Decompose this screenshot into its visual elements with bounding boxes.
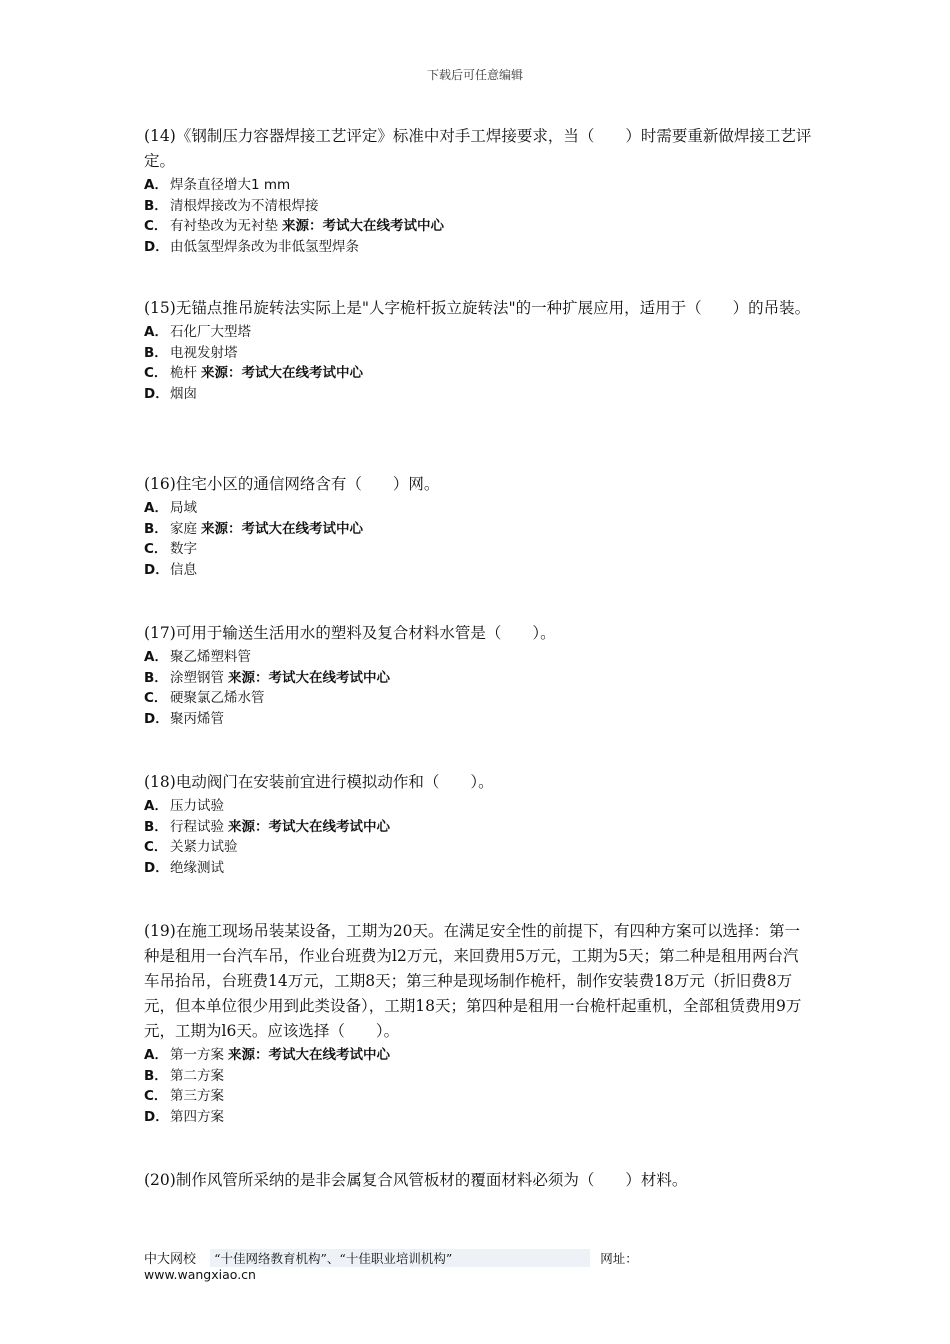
option-c: C． 关紧力试验 [144, 839, 238, 855]
question-18 [144, 770, 814, 878]
option-b: B． 涂塑钢管 来源：考试大在线考试中心 [144, 669, 390, 686]
question-stem: (15)无锚点推吊旋转法实际上是"人字桅杆扳立旋转法"的一种扩展应用，适用于（ ）的吊装。 [144, 299, 811, 317]
question-stem: (14)《钢制压力容器焊接工艺评定》标准中对手工焊接要求，当（ ）时需要重新做焊接工艺评定。 [144, 127, 812, 170]
option-a: A． 第一方案 来源：考试大在线考试中心 [144, 1047, 390, 1063]
option-b: B． 电视发射塔 [144, 344, 238, 361]
question-stem: (20)制作风管所采纳的是非会属复合风管板材的覆面材料必须为（ ）材料。 [144, 1171, 688, 1189]
option-b: B． 第二方案 [144, 1067, 224, 1084]
source-note: 来源：考试大在线考试中心 [201, 520, 363, 537]
option-b: B． 行程试验 来源：考试大在线考试中心 [144, 818, 390, 835]
source-note: 来源：考试大在线考试中心 [228, 818, 390, 835]
option-c: C． 硬聚氯乙烯水管 [144, 690, 265, 706]
source-note: 来源：考试大在线考试中心 [201, 365, 363, 381]
option-c: C． 桅杆 来源：考试大在线考试中心 [144, 365, 363, 381]
question-14 [144, 124, 814, 257]
source-note: 来源：考试大在线考试中心 [228, 1047, 390, 1063]
option-d: D．信息 [144, 561, 197, 578]
option-c: C． 有衬垫改为无衬垫 来源：考试大在线考试中心 [144, 218, 444, 234]
question-stem: (17)可用于输送生活用水的塑料及复合材料水管是（ ）。 [144, 624, 556, 642]
option-d: D．由低氢型焊条改为非低氢型焊条 [144, 238, 359, 255]
option-a: A． 石化厂大型塔 [144, 324, 251, 340]
page-header-note: 下载后可任意编辑 [426, 68, 523, 82]
footer-slogan: “十佳网络教育机构”、“十佳职业培训机构” [210, 1249, 590, 1267]
option-d: D．烟囱 [144, 385, 197, 402]
question-16 [144, 472, 814, 580]
option-c: C． 第三方案 [144, 1088, 224, 1104]
option-a: A． 局域 [144, 500, 197, 516]
option-c: C． 数字 [144, 541, 197, 557]
question-20 [144, 1168, 814, 1194]
question-19 [144, 919, 814, 1127]
question-17 [144, 621, 814, 729]
footer-site[interactable]: 网址：www.wangxiao.cn [144, 1251, 638, 1282]
question-stem: (18)电动阀门在安装前宜进行模拟动作和（ ）。 [144, 773, 494, 791]
source-note: 来源：考试大在线考试中心 [228, 669, 390, 686]
page-footer [144, 1248, 744, 1283]
option-a: A． 压力试验 [144, 798, 224, 814]
question-stem: (19)在施工现场吊装某设备，工期为20天。在满足安全性的前提下，有四种方案可以选择：第一种是租用一台汽车吊，作业台班费为l2万元，来回费用5万元，工期为5天；第二种是租用两台汽车吊抬吊，台班费14万元，工期8天；第三种是现场制作桅杆，制作安装费18万元（折旧费8万元，但本单位很少用到此类设备），工期18天；第四种是租用一台桅杆起重机，全部租赁费用9万元，工期为l6天。应该选择（ ）。 [144, 922, 802, 1040]
option-d: D．聚丙烯管 [144, 710, 224, 727]
question-stem: (16)住宅小区的通信网络含有（ ）网。 [144, 475, 440, 493]
footer-brand: 中大网校 [144, 1252, 197, 1267]
option-b: B． 清根焊接改为不清根焊接 [144, 197, 319, 214]
source-note: 来源：考试大在线考试中心 [282, 218, 444, 234]
option-d: D．绝缘测试 [144, 859, 224, 876]
question-15 [144, 296, 814, 404]
option-d: D．第四方案 [144, 1108, 224, 1125]
option-a: A． 聚乙烯塑料管 [144, 649, 251, 665]
option-a: A． 焊条直径增大1 mm [144, 177, 291, 193]
option-b: B． 家庭 来源：考试大在线考试中心 [144, 520, 363, 537]
